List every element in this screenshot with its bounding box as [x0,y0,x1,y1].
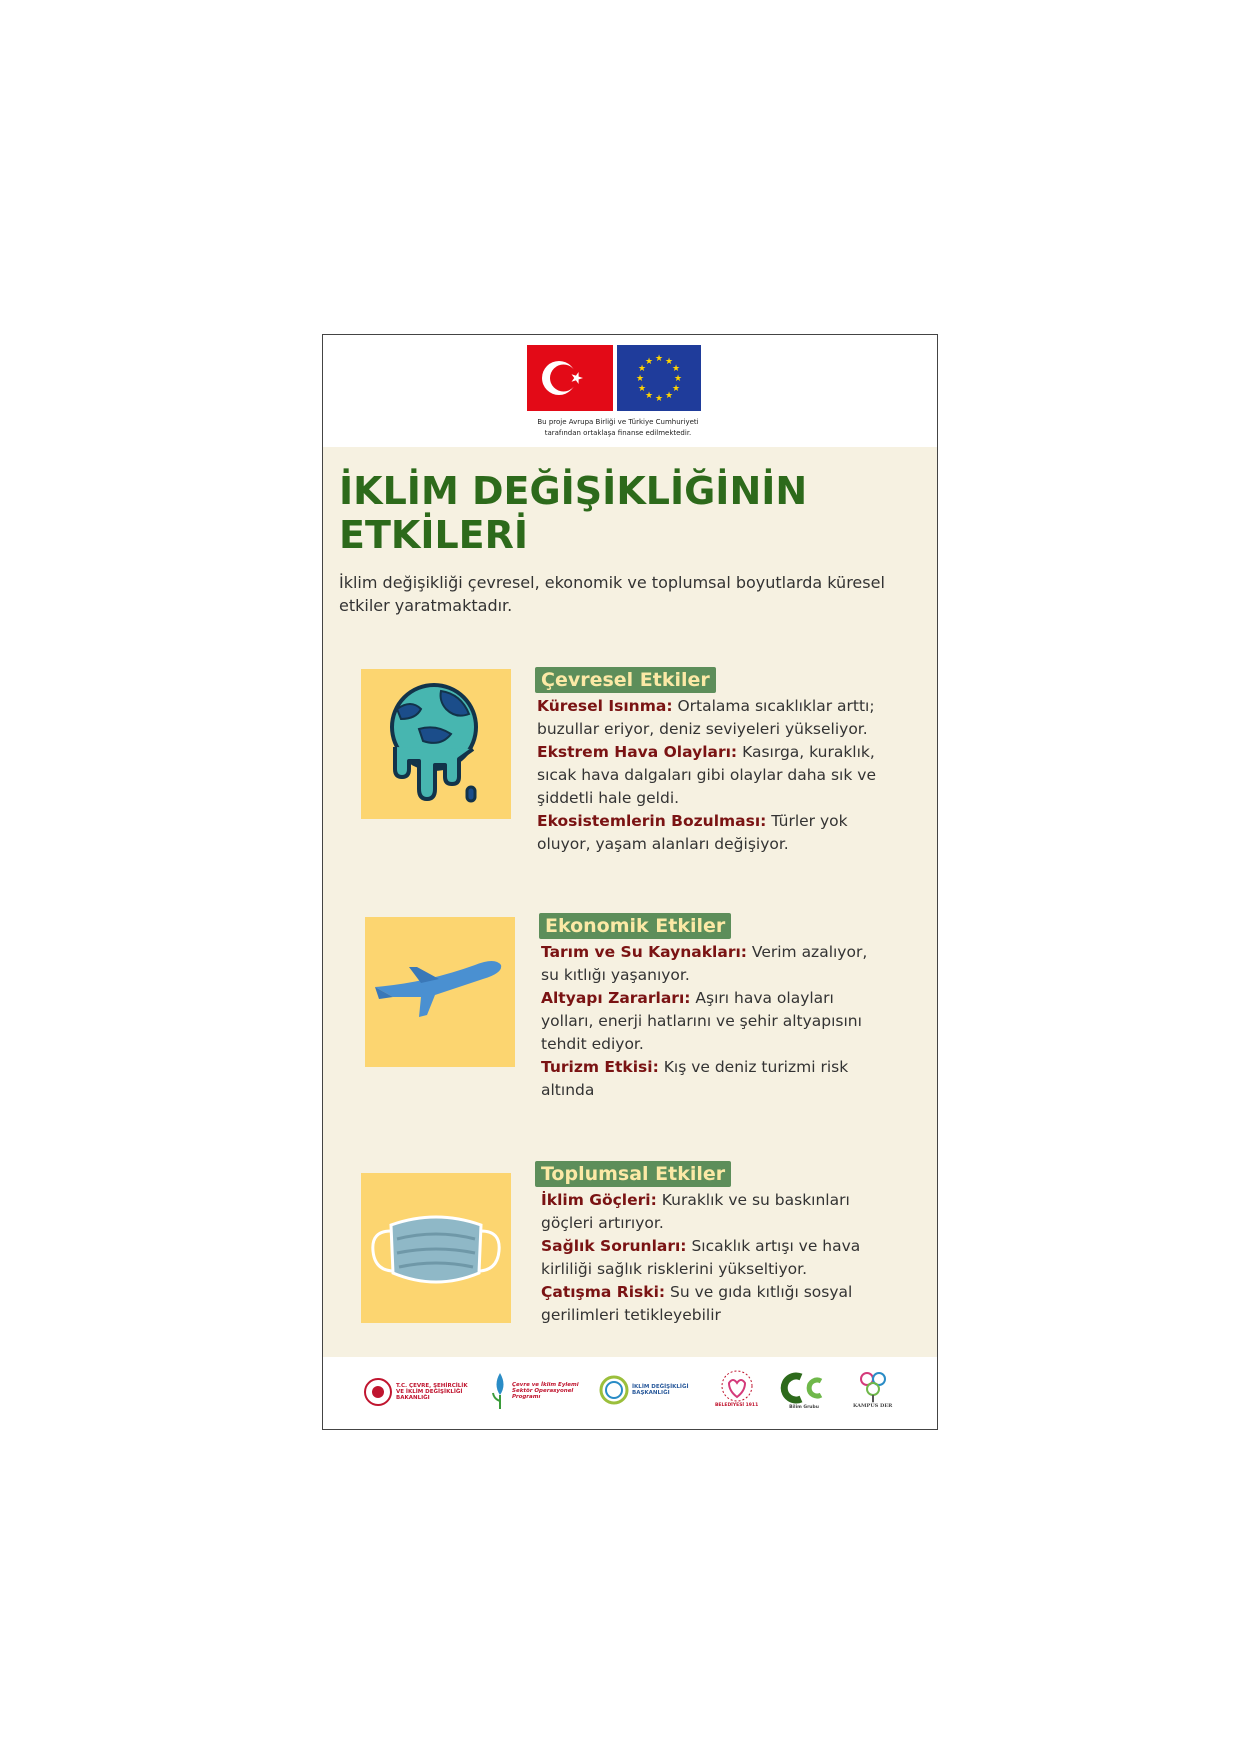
list-item [537,810,902,856]
item-text: Ortalama sıcaklıklar arttı; buzullar eriyor, deniz seviyeleri yükseliyor. [537,697,875,738]
item-term: Tarım ve Su Kaynakları: [541,943,747,961]
section-body-toplumsal [541,1189,891,1327]
svg-text:★: ★ [671,364,681,374]
intro-text: İklim değişikliği çevresel, ekonomik ve toplumsal boyutlarda küresel etkiler yaratmaktadır. [339,573,885,615]
list-item [541,1281,891,1327]
item-term: Ekstrem Hava Olayları: [537,743,738,761]
svg-text:★: ★ [637,384,647,394]
svg-text:★: ★ [671,384,681,394]
face-mask-icon [361,1173,511,1323]
item-text: Verim azalıyor, su kıtlığı yaşanıyor. [541,943,868,984]
svg-text:★: ★ [644,391,654,401]
kampus-logo: KAMPÜS DER [853,1369,892,1409]
item-text: Kasırga, kuraklık, sıcak hava dalgaları gibi olaylar daha sık ve şiddetli hale geldi. [537,743,876,807]
airplane-icon [365,917,515,1067]
list-item [541,941,881,987]
title-line-1: İKLİM DEĞİŞİKLİĞİNİN [339,469,808,513]
item-text: Kuraklık ve su baskınları göçleri artırıyor. [541,1191,850,1232]
section-body-ekonomik [541,941,881,1102]
item-term: Turizm Etkisi: [541,1058,659,1076]
item-term: Sağlık Sorunları: [541,1237,687,1255]
list-item [541,1235,891,1281]
svg-text:★: ★ [637,364,647,374]
item-term: Ekosistemlerin Bozulması: [537,812,767,830]
eu-flag-icon [617,345,701,411]
list-item [537,695,902,741]
programme-logo: Çevre ve İklim Eylemi Sektör Operasyonel Programı [491,1371,582,1411]
funding-note [523,417,713,439]
header [323,335,937,447]
melting-globe-icon [361,669,511,819]
item-term: Altyapı Zararları: [541,989,691,1007]
list-item [541,1189,891,1235]
page-title [339,469,899,557]
svg-text:★: ★ [664,391,674,401]
list-item [541,987,881,1056]
flags [527,345,701,411]
section-label-ekonomik: Ekonomik Etkiler [539,913,731,939]
section-body-cevresel [537,695,902,856]
svg-text:★: ★ [664,357,674,367]
svg-text:★: ★ [635,374,645,384]
municipality-logo: BELEDİYESİ 1911 [715,1369,758,1409]
item-text: Sıcaklık artışı ve hava kirliliği sağlık risklerini yükseltiyor. [541,1237,861,1278]
item-text: Türler yok oluyor, yaşam alanları değişiyor. [537,812,848,853]
svg-text:★: ★ [644,357,654,367]
svg-text:★: ★ [654,354,664,364]
turkey-flag-icon [527,345,613,411]
poster [322,334,938,1430]
ministry-logo: T.C. ÇEVRE, ŞEHİRCİLİK VE İKLİM DEĞİŞİKLİĞİ BAKANLIĞI [363,1377,476,1407]
content-area [323,447,937,1357]
list-item [541,1056,881,1102]
climate-directorate-logo: İKLİM DEĞİŞİKLİĞİ BAŞKANLIĞI [599,1375,690,1405]
funding-line-2: tarafından ortaklaşa finanse edilmektedir. [544,429,692,437]
title-line-2: ETKİLERİ [339,513,529,557]
ce-logo: Bilim Grubu [779,1371,829,1411]
item-text: Su ve gıda kıtlığı sosyal gerilimleri tetikleyebilir [541,1283,853,1324]
item-term: Çatışma Riski: [541,1283,666,1301]
section-label-cevresel: Çevresel Etkiler [535,667,716,693]
item-term: Küresel Isınma: [537,697,673,715]
svg-text:★: ★ [654,394,664,404]
svg-text:★: ★ [673,374,683,384]
footer-logos [323,1357,937,1429]
item-text: Kış ve deniz turizmi risk altında [541,1058,849,1099]
item-text: Aşırı hava olayları yolları, enerji hatlarını ve şehir altyapısını tehdit ediyor. [541,989,862,1053]
item-term: İklim Göçleri: [541,1191,657,1209]
section-label-toplumsal: Toplumsal Etkiler [535,1161,731,1187]
list-item [537,741,902,810]
funding-line-1: Bu proje Avrupa Birliği ve Türkiye Cumhuriyeti [537,418,699,426]
